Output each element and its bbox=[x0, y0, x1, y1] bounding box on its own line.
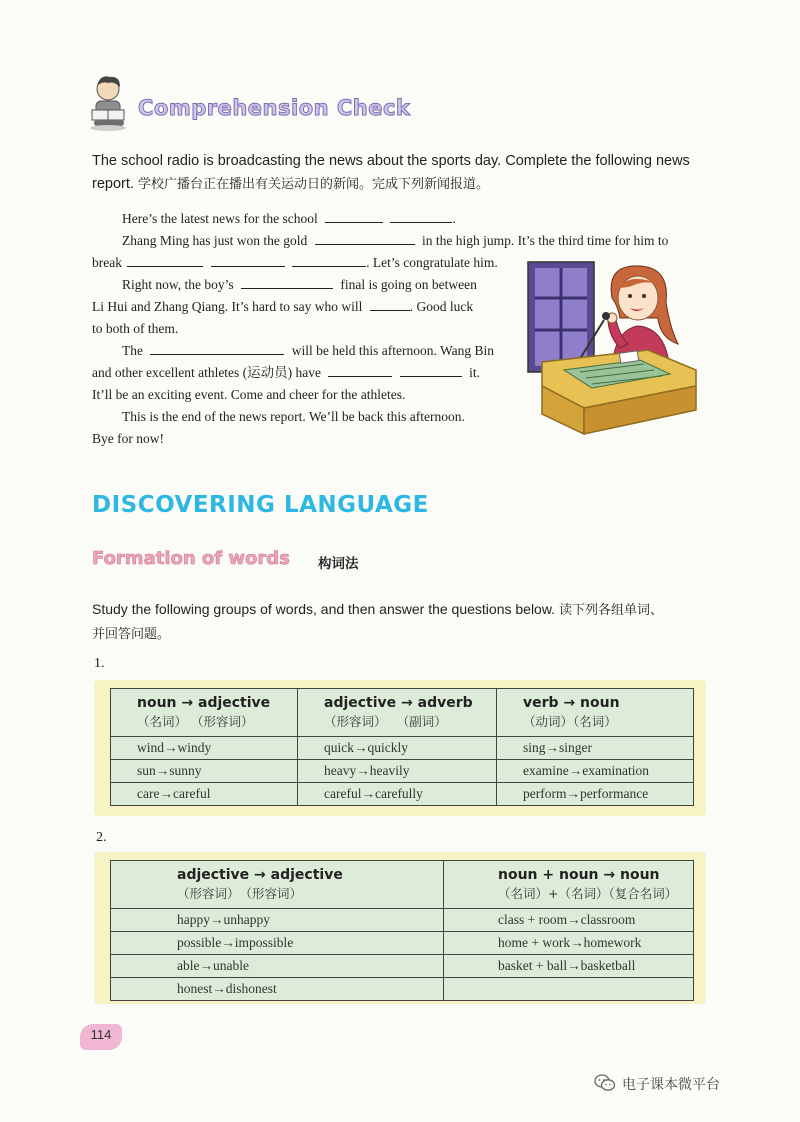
instruction-en: The school radio is broadcasting the news about the sports day. Complete the following news report. bbox=[92, 153, 690, 192]
study-instruction-zh-1: 读下列各组单词、 bbox=[558, 603, 663, 618]
story-line-10: This is the end of the news report. We’ll be back this afternoon. bbox=[122, 409, 465, 424]
table-row: able→unable basket + ball→basketball bbox=[111, 955, 694, 978]
study-instruction-zh-2: 并回答问题。 bbox=[92, 627, 171, 642]
group-number-2: 2. bbox=[96, 830, 107, 845]
page-number: 114 bbox=[80, 1024, 122, 1050]
formation-subtitle-zh: 构词法 bbox=[318, 556, 359, 572]
story-line-2: Zhang Ming has just won the gold in the high jump. It’s the third time for him to bbox=[122, 233, 669, 248]
story-line-8: and other excellent athletes (运动员) have it. bbox=[92, 365, 481, 380]
blank-5[interactable] bbox=[211, 253, 285, 267]
blank-1[interactable] bbox=[325, 209, 383, 223]
blank-9[interactable] bbox=[150, 341, 284, 355]
reading-boy-icon bbox=[86, 74, 132, 132]
blank-7[interactable] bbox=[241, 275, 333, 289]
table-row: care→careful careful→carefully perform→performance bbox=[111, 783, 694, 806]
study-instruction bbox=[92, 598, 712, 646]
blank-8[interactable] bbox=[370, 297, 410, 311]
table2-header-2: noun + noun → noun （名词）+（名词）（复合名词） bbox=[444, 861, 694, 909]
table1-header-2: adjective → adverb （形容词） （副词） bbox=[298, 689, 497, 737]
story-line-6: to both of them. bbox=[92, 321, 179, 336]
table1-header-3: verb → noun （动词）（名词） bbox=[497, 689, 694, 737]
table2 bbox=[110, 860, 694, 1001]
story-line-9: It’ll be an exciting event. Come and cheer for the athletes. bbox=[92, 387, 406, 402]
blank-2[interactable] bbox=[390, 209, 452, 223]
story-line-1: Here’s the latest news for the school . bbox=[122, 211, 456, 226]
formation-subtitle: Formation of words bbox=[92, 548, 290, 569]
instruction-zh: 学校广播台正在播出有关运动日的新闻。完成下列新闻报道。 bbox=[137, 177, 489, 192]
section-title: Comprehension Check bbox=[138, 96, 411, 120]
discovering-title: DISCOVERING LANGUAGE bbox=[92, 492, 429, 518]
footer-tag: 电子课本微平台 bbox=[594, 1074, 720, 1096]
blank-6[interactable] bbox=[292, 253, 366, 267]
blank-3[interactable] bbox=[315, 231, 415, 245]
table-row: sun→sunny heavy→heavily examine→examination bbox=[111, 760, 694, 783]
section-instruction bbox=[92, 150, 712, 196]
blank-11[interactable] bbox=[400, 363, 462, 377]
story-line-3: break . Let’s congratulate him. bbox=[92, 255, 498, 270]
radio-broadcaster-illustration bbox=[520, 258, 700, 440]
group-number-1: 1. bbox=[94, 656, 105, 671]
story-line-7: The will be held this afternoon. Wang Bin bbox=[122, 343, 495, 358]
table1-header-1: noun → adjective （名词） （形容词） bbox=[111, 689, 298, 737]
story-line-5: Li Hui and Zhang Qiang. It’s hard to say who will . Good luck bbox=[92, 299, 474, 314]
blank-4[interactable] bbox=[127, 253, 203, 267]
table-row: honest→dishonest bbox=[111, 978, 694, 1001]
table1 bbox=[110, 688, 694, 806]
wechat-icon bbox=[594, 1074, 616, 1096]
table-row: possible→impossible home + work→homework bbox=[111, 932, 694, 955]
study-instruction-en: Study the following groups of words, and then answer the questions below. bbox=[92, 601, 556, 617]
table2-header-1: adjective → adjective （形容词） （形容词） bbox=[111, 861, 444, 909]
story-line-11: Bye for now! bbox=[92, 431, 164, 446]
table-row: wind→windy quick→quickly sing→singer bbox=[111, 737, 694, 760]
story-line-4: Right now, the boy’s final is going on between bbox=[122, 277, 477, 292]
table-row: happy→unhappy class + room→classroom bbox=[111, 909, 694, 932]
blank-10[interactable] bbox=[328, 363, 392, 377]
